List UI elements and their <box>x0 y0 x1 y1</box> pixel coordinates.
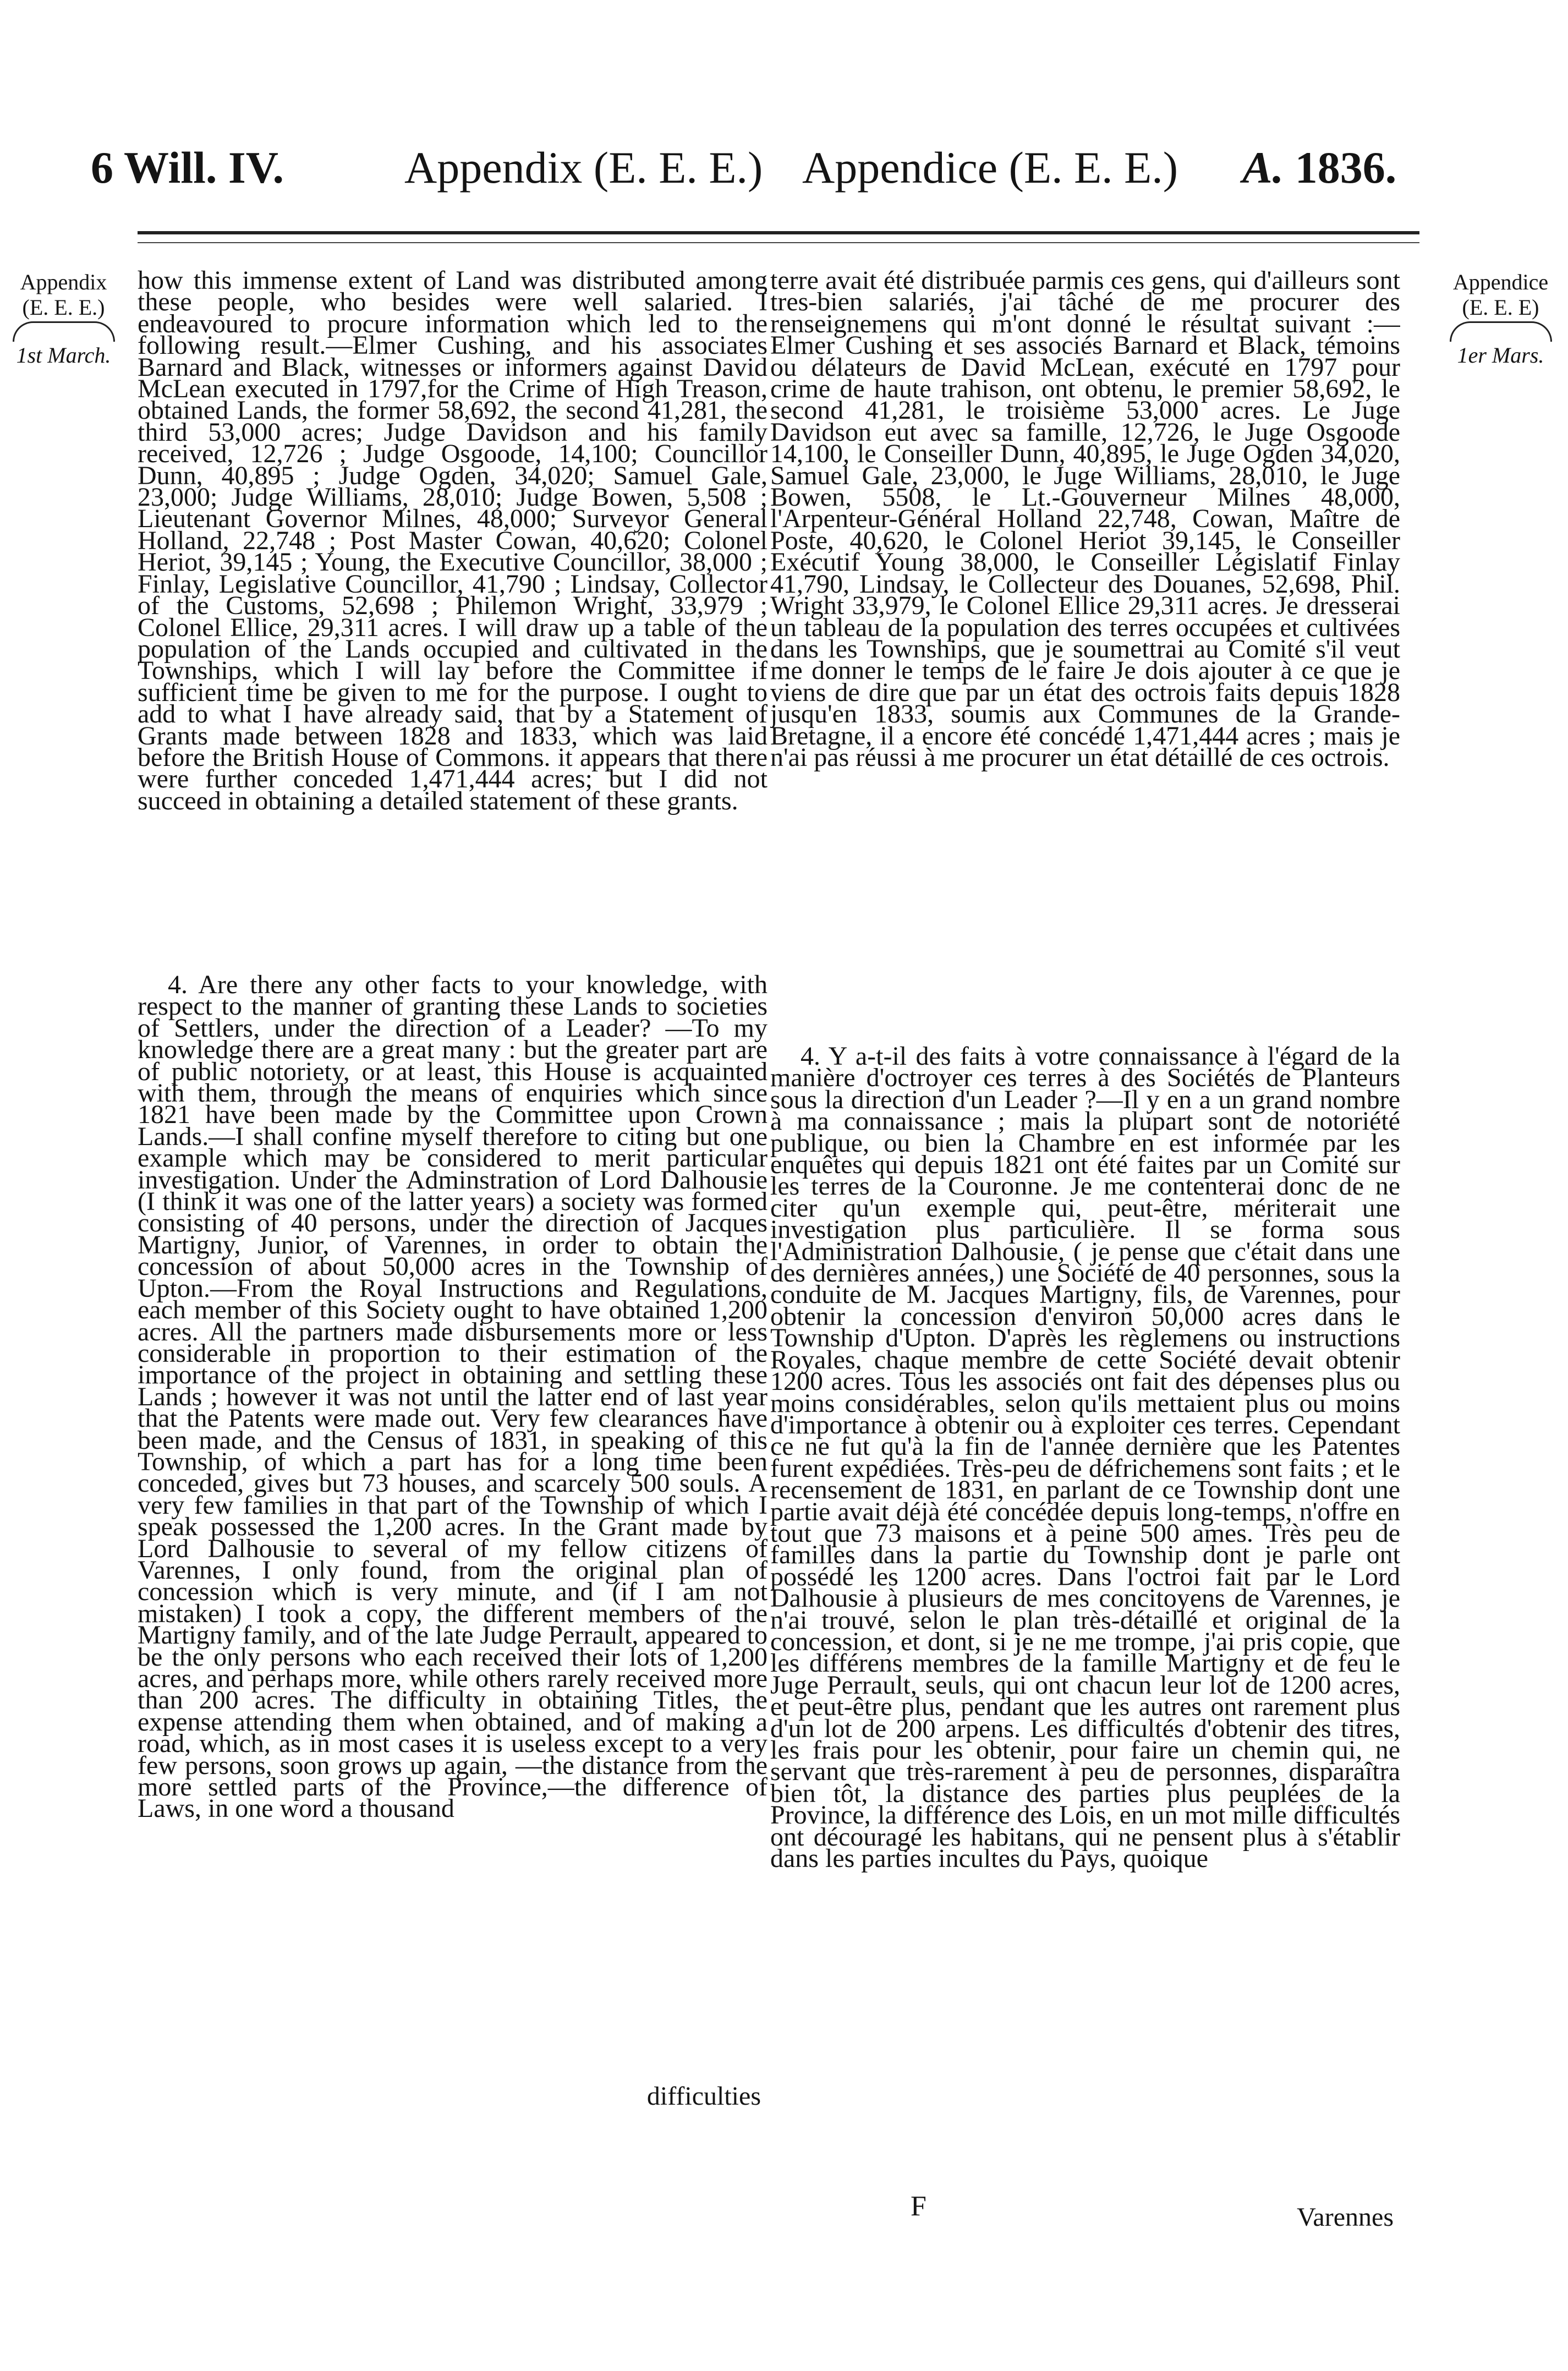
header-year-prefix: A. <box>1242 143 1284 193</box>
english-column <box>138 270 767 2111</box>
french-paragraph-gap <box>770 935 1400 1045</box>
header-appendix-fr: Appendice (E. E. E.) <box>802 143 1178 193</box>
margin-left-code: (E. E. E.) <box>22 295 105 320</box>
margin-note-right <box>1441 270 1560 368</box>
english-catchword: difficulties <box>646 2082 761 2111</box>
header-year-value: 1836. <box>1295 143 1397 193</box>
english-paragraph-2: 4. Are there any other facts to your knowledge, with respect to the manner of granting these Lands to societies of Settlers, under the direction of a Leader? —To my knowledge there are a great many : but the greater part are of public notoriety, or at least, this House is acquainted with them, through the means of enquiries which since 1821 have been made by the Committee upon Crown Lands.—I shall confine myself therefore to citing but one example which may be considered to merit particular investigation. Under the Adminstration of Lord Dalhousie (I think it was one of the latter years) a society was formed consisting of 40 persons, under the direction of Jacques Martigny, Junior, of Varennes, in order to obtain the concession of about 50,000 acres in the Township of Upton.—From the Royal Instructions and Regulations, each member of this Society ought to have obtained 1,200 acres. All the partners made disbursements more or less considerable in proportion to their estimation of the importance of the project in obtaining and settling these Lands ; however it was not until the latter end of last year that the Patents were made out. Very few clearances have been made, and the Census of 1831, in speaking of this Township, of which a part has for a long time been conceded, gives but 73 houses, and scarcely 500 souls. A very few families in that part of the Township of which I speak possessed the 1,200 acres. In the Grant made by Lord Dalhousie to several of my fellow citizens of Varennes, I only found, from the original plan of concession which is very minute, and (if I am not mistaken) I took a copy, the different members of the Martigny family, and of the late Judge Perrault, appeared to be the only persons who each received their lots of 1,200 acres, and perhaps more, while others rarely received more than 200 acres. The difficulty in obtaining Titles, the expense attending them when obtained, and of making a road, which, as in most cases it is useless except to a very few persons, soon grows up again, —the distance from the more settled parts of the Province,—the difference of Laws, in one word a thousand <box>138 974 767 1824</box>
running-header <box>0 138 1568 198</box>
margin-left-label: Appendix <box>20 270 107 294</box>
signature-mark: F <box>911 2191 926 2222</box>
header-rule-thin <box>138 242 1419 243</box>
margin-left-date: 1st March. <box>16 343 111 368</box>
french-catchword: Varennes <box>1297 2203 1394 2232</box>
header-rule-thick <box>138 231 1419 234</box>
header-appendix-en: Appendix (E. E. E.) <box>404 143 763 193</box>
margin-right-code: (E. E. E) <box>1462 295 1539 320</box>
english-paragraph-1: how this immense extent of Land was distributed among these people, who besides were well salaried. I endeavoured to procure information which led to the following result.—Elmer Cushing, and his associates Barnard and Black, witnesses or informers against David McLean executed in 1797,for the Crime of High Treason, obtained Lands, the former 58,692, the second 41,281, the third 53,000 acres; Judge Davidson and his family received, 12,726 ; Judge Osgoode, 14,100; Councillor Dunn, 40,895 ; Judge Ogden, 34,020; Samuel Gale, 23,000; Judge Williams, 28,010; Judge Bowen, 5,508 ; Lieutenant Governor Milnes, 48,000; Surveyor General Holland, 22,748 ; Post Master Cowan, 40,620; Colonel Heriot, 39,145 ; Young, the Executive Councillor, 38,000 ; Finlay, Legislative Councillor, 41,790 ; Lindsay, Collector of the Customs, 52,698 ; Philemon Wright, 33,979 ; Colonel Ellice, 29,311 acres. I will draw up a table of the population of the Lands occupied and cultivated in the Townships, which I will lay before the Committee if sufficient time be given to me for the purpose. I ought to add to what I have already said, that by a Statement of Grants made between 1828 and 1833, which was laid before the British House of Commons. it appears that there were further conceded 1,471,444 acres; but I did not succeed in obtaining a detailed statement of these grants. <box>138 270 767 815</box>
margin-left-brace <box>13 321 115 342</box>
margin-right-date: 1er Mars. <box>1457 343 1544 368</box>
french-column <box>770 270 1400 2232</box>
margin-right-brace <box>1450 321 1552 342</box>
french-paragraph-1: terre avait été distribuée parmis ces gens, qui d'ailleurs sont tres-bien salariés, j'ai tâché de me procurer des renseignemens qui m'ont donné le résultat suivant :—Elmer Cushing et ses associés Barnard et Black, témoins ou délateurs de David McLean, exécuté en 1797 pour crime de haute trahison, ont obtenu, le premier 58,692, le second 41,281, le troisième 53,000 acres. Le Juge Davidson eut avec sa famille, 12,726, le Juge Osgoode 14,100, le Conseiller Dunn, 40,895, le Juge Ogden 34,020, Samuel Gale, 23,000, le Juge Williams, 28,010, le Juge Bowen, 5508, le Lt.-Gouverneur Milnes 48,000, l'Arpenteur-Général Holland 22,748, Cowan, Maître de Poste, 40,620, le Colonel Heriot 39,145, le Conseiller Exécutif Young 38,000, le Conseiller Législatif Finlay 41,790, Lindsay, le Collecteur des Douanes, 52,698, Phil. Wright 33,979, le Colonel Ellice 29,311 acres. Je dresserai un tableau de la population des terres occupées et cultivées dans les Townships, que je soumettrai au Comité s'il veut me donner le temps de le faire Je dois ajouter à ce que je viens de dire que par un état des octrois faits depuis 1828 jusqu'en 1833, soumis aux Communes de la Grande-Bretagne, il a encore été concédé 1,471,444 acres ; mais je n'ai pas réussi à me procurer un état détaillé de ces octrois. <box>770 270 1400 772</box>
header-session: 6 Will. IV. <box>91 143 284 193</box>
margin-note-left <box>4 270 123 368</box>
margin-right-label: Appendice <box>1452 270 1549 294</box>
header-year <box>1242 138 1396 198</box>
french-paragraph-2: 4. Y a-t-il des faits à votre connaissance à l'égard de la manière d'octroyer ces terres à des Sociétés de Planteurs sous la direction d'un Leader ?—Il y en a un grand nombre à ma connaissance ; mais la plupart sont de notoriété publique, ou bien la Chambre en est informée par les enquêtes qui depuis 1821 ont été faites par un Comité sur les terres de la Couronne. Je me contenterai donc de ne citer qu'un exemple qui, peut-être, mériterait une investigation plus particulière. Il se forma sous l'Administration Dalhousie, ( je pense que c'était dans une des dernières années,) une Société de 40 personnes, sous la conduite de M. Jacques Martigny, fils, de Varennes, pour obtenir la concession d'environ 50,000 acres dans le Township d'Upton. D'après les règlemens ou instructions Royales, chaque membre de cette Société devait obtenir 1200 acres. Tous les associés ont fait des dépenses plus ou moins considérables, selon qu'ils mettaient plus ou moins d'importance à obtenir ou à exploiter ces terres. Cependant ce ne fut qu'à la fin de l'année dernière que les Patentes furent expédiées. Très-peu de défrichemens sont faits ; et le recensement de 1831, en parlant de ce Township dont une partie avait déjà été concédée depuis long-temps, n'offre en tout que 73 maisons et à peine 500 ames. Très peu de familles dans la partie du Township dont je parle ont possédé les 1200 acres. Dans l'octroi fait par le Lord Dalhousie à plusieurs de mes concitoyens de Varennes, je n'ai trouvé, selon le plan très-détaillé et original de la concession, et dont, si je ne me trompe, j'ai pris copie, que les différens membres de la famille Martigny et de feu le Juge Perrault, seuls, qui ont chacun leur lot de 1200 acres, et peut-être plus, pendant que les autres ont rarement plus d'un lot de 200 arpens. Les difficultés d'obtenir des titres, les frais pour les obtenir, pour faire un chemin qui, ne servant que très-rarement à peu de personnes, disparaîtra bien tôt, la distance des parties plus peuplées de la Province, la différence des Lois, en un mot mille difficultés ont découragé les habitans, qui ne pensent plus à s'établir dans les parties incultes du Pays, quoique <box>770 1045 1400 1874</box>
